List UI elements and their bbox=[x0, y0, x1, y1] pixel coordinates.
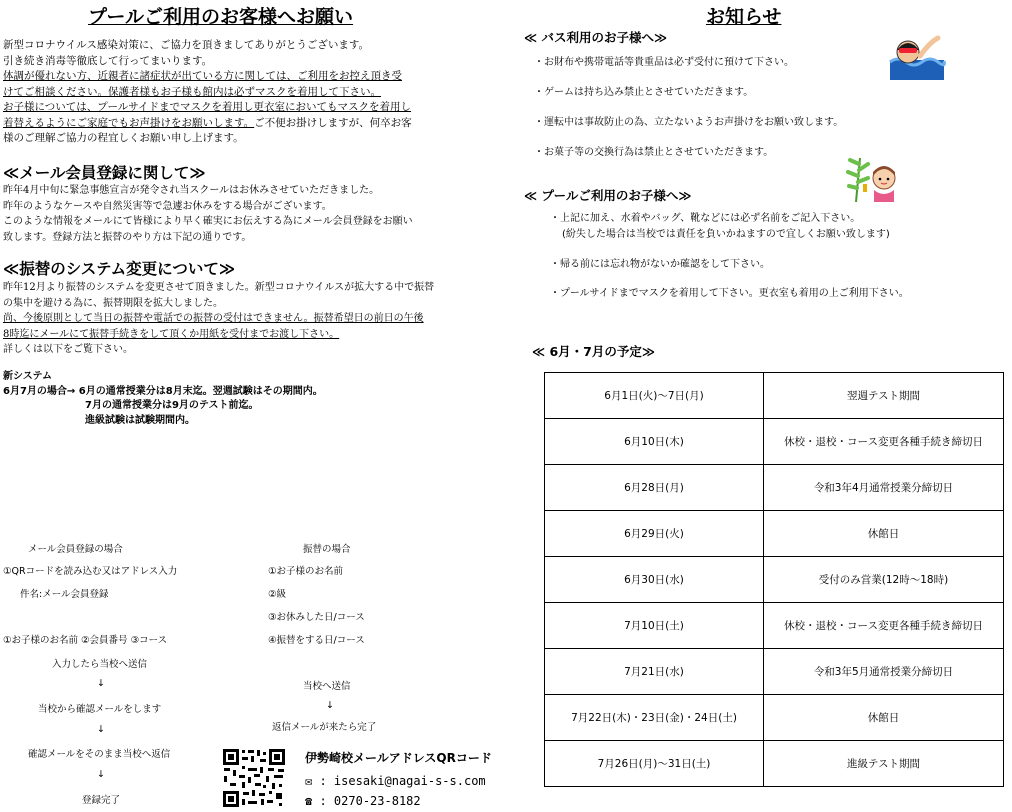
flow-furikae-step: ③お休みした日/コース bbox=[268, 612, 365, 623]
schedule-date: 6月29日(火) bbox=[545, 511, 764, 557]
furikae-line: 尚、今後原則として当日の振替や電話での振替の受付はできません。振替希望日の前日の午後 bbox=[3, 313, 424, 324]
down-arrow-icon: ↓ bbox=[97, 724, 105, 735]
bus-heading: ≪ バス利用のお子様へ≫ bbox=[524, 30, 668, 45]
child-illustration bbox=[846, 154, 900, 204]
phone-icon: ☎ : bbox=[305, 794, 327, 808]
pool-item-note: (紛失した場合は当校では責任を負いかねますので宜しくお願い致します) bbox=[562, 229, 890, 240]
intro-line: 体調が優れない方、近親者に諸症状が出ている方に関しては、ご利用をお控え頂き受 bbox=[3, 70, 402, 82]
intro-line: けてご相談ください。保護者様もお子様も館内は必ずマスクを着用して下さい。 bbox=[3, 85, 381, 98]
flow-mail-step: 登録完了 bbox=[82, 795, 121, 806]
bus-item: ・ゲームは持ち込み禁止とさせていただきます。 bbox=[534, 87, 754, 98]
flow-mail-step: ①QRコードを読み込む又はアドレス入力 bbox=[3, 566, 178, 577]
schedule-date: 6月10日(木) bbox=[545, 419, 764, 465]
pool-heading: ≪ プールご利用のお子様へ≫ bbox=[524, 188, 692, 203]
phone-number[interactable]: 0270-23-8182 bbox=[333, 794, 421, 808]
intro-line bbox=[3, 116, 463, 132]
mail-line: 致します。登録方法と振替のやり方は下記の通りです。 bbox=[3, 231, 252, 243]
schedule-heading: ≪ 6月・7月の予定≫ bbox=[532, 344, 655, 359]
schedule-row bbox=[545, 373, 1004, 419]
phone-row bbox=[305, 794, 421, 808]
email-row bbox=[305, 774, 486, 788]
bus-item: ・お菓子等の交換行為は禁止とさせていただきます。 bbox=[534, 147, 774, 158]
new-system bbox=[3, 370, 323, 428]
schedule-date: 7月22日(木)・23日(金)・24日(土) bbox=[545, 695, 764, 741]
mail-heading: ≪メール会員登録に関して≫ bbox=[3, 164, 206, 182]
flow-mail-step: 入力したら当校へ送信 bbox=[52, 659, 148, 670]
right-title: お知らせ bbox=[706, 6, 782, 28]
schedule-row bbox=[545, 603, 1004, 649]
schedule-event: 令和3年5月通常授業分締切日 bbox=[764, 649, 1004, 695]
schedule-date: 7月10日(土) bbox=[545, 603, 764, 649]
schedule-row bbox=[545, 557, 1004, 603]
furikae-line: の集中を避ける為に、振替期限を拡大しました。 bbox=[3, 297, 223, 309]
down-arrow-icon: ↓ bbox=[97, 769, 105, 780]
bus-item: ・運転中は事故防止の為、立たないようお声掛けをお願い致します。 bbox=[534, 117, 844, 128]
furikae-heading: ≪振替のシステム変更について≫ bbox=[3, 260, 236, 278]
schedule-row bbox=[545, 511, 1004, 557]
left-title: プールご利用のお客様へお願い bbox=[88, 6, 354, 28]
intro-line-rest: ご不便お掛けしますが、何卒お客 bbox=[254, 116, 412, 129]
schedule-row bbox=[545, 649, 1004, 695]
schedule-row bbox=[545, 465, 1004, 511]
intro-line: お子様については、プールサイドまでマスクを着用し更衣室においてもマスクを着用し bbox=[3, 101, 412, 113]
schedule-date: 7月21日(水) bbox=[545, 649, 764, 695]
flow-furikae-step: ④振替をする日/コース bbox=[268, 635, 365, 646]
tanabata-child-icon bbox=[846, 154, 900, 204]
flow-mail-step: 件名:メール会員登録 bbox=[20, 589, 109, 600]
schedule-row bbox=[545, 695, 1004, 741]
flow-mail-step: ①お子様のお名前 ②会員番号 ③コース bbox=[3, 635, 168, 646]
qr-label: 伊勢崎校メールアドレスQRコード bbox=[305, 751, 492, 765]
down-arrow-icon: ↓ bbox=[97, 678, 105, 689]
schedule-date: 6月1日(火)～7日(月) bbox=[545, 373, 764, 419]
furikae-line: 昨年12月より振替のシステムを変更させて頂きました。新型コロナウイルスが拡大する中で振替 bbox=[3, 282, 435, 293]
pool-item: ・上記に加え、水着やバッグ、靴などには必ず名前をご記入下さい。 bbox=[550, 213, 861, 224]
qr-code-icon bbox=[222, 748, 286, 808]
schedule-date: 6月30日(水) bbox=[545, 557, 764, 603]
bus-item: ・お財布や携帯電話等貴重品は必ず受付に預けて下さい。 bbox=[534, 57, 794, 68]
flow-furikae-step: ①お子様のお名前 bbox=[268, 566, 344, 577]
flow-furikae-title: 振替の場合 bbox=[303, 544, 351, 555]
mail-line: このような情報をメールにて皆様により早く確実にお伝えする為にメール会員登録をお願い bbox=[3, 216, 413, 227]
schedule-row bbox=[545, 741, 1004, 787]
system-heading: 新システム bbox=[3, 371, 52, 382]
mail-line: 昨年のようなケースや自然災害等で急遽お休みをする場合がございます。 bbox=[3, 200, 332, 212]
email-address[interactable]: isesaki@nagai-s-s.com bbox=[333, 774, 486, 788]
pool-item: ・プールサイドまでマスクを着用して下さい。更衣室も着用の上ご利用下さい。 bbox=[550, 288, 909, 299]
swimmer-illustration bbox=[886, 34, 948, 82]
mail-paragraph bbox=[3, 183, 463, 245]
furikae-paragraph bbox=[3, 280, 463, 358]
schedule-event: 休校・退校・コース変更各種手続き締切日 bbox=[764, 419, 1004, 465]
system-line: 進級試験は試験期間内。 bbox=[85, 414, 195, 426]
schedule-row bbox=[545, 419, 1004, 465]
down-arrow-icon: ↓ bbox=[326, 700, 334, 711]
schedule-event: 休校・退校・コース変更各種手続き締切日 bbox=[764, 603, 1004, 649]
furikae-line: 詳しくは以下をご覧下さい。 bbox=[3, 344, 133, 355]
flow-mail-step: 当校から確認メールをします bbox=[38, 704, 162, 715]
intro-line: 新型コロナウイルス感染対策に、ご協力を頂きましてありがとうございます。 bbox=[3, 39, 370, 51]
intro-line: 様のご理解ご協力の程宜しくお願い申し上げます。 bbox=[3, 132, 244, 144]
flow-furikae-step: 返信メールが来たら完了 bbox=[272, 722, 377, 733]
schedule-date: 7月26日(月)～31日(土) bbox=[545, 741, 764, 787]
qr-code-image bbox=[222, 748, 286, 808]
flow-mail-step: 確認メールをそのまま当校へ返信 bbox=[28, 749, 171, 760]
schedule-table bbox=[544, 372, 1004, 787]
schedule-event: 休館日 bbox=[764, 695, 1004, 741]
schedule-event: 進級テスト期間 bbox=[764, 741, 1004, 787]
pool-item: ・帰る前には忘れ物がないか確認をして下さい。 bbox=[550, 259, 770, 270]
swimmer-icon bbox=[886, 34, 948, 82]
flow-mail-title: メール会員登録の場合 bbox=[28, 544, 123, 555]
flow-furikae-step: 当校へ送信 bbox=[303, 681, 351, 692]
intro-line: 引き続き消毒等徹底して行ってまいります。 bbox=[3, 54, 213, 67]
schedule-event: 翌週テスト期間 bbox=[764, 373, 1004, 419]
mail-icon: ✉ : bbox=[305, 774, 327, 788]
intro-line-underlined: 着替えるようにご家庭でもお声掛けをお願いします。 bbox=[3, 116, 255, 129]
flow-furikae-step: ②級 bbox=[268, 589, 287, 600]
schedule-event: 令和3年4月通常授業分締切日 bbox=[764, 465, 1004, 511]
schedule-date: 6月28日(月) bbox=[545, 465, 764, 511]
system-line: 7月の通常授業分は9月のテスト前迄。 bbox=[85, 400, 259, 411]
system-line: 6月7月の場合→ 6月の通常授業分は8月末迄。翌週試験はその期間内。 bbox=[3, 385, 323, 397]
intro-paragraph bbox=[3, 38, 463, 147]
schedule-event: 休館日 bbox=[764, 511, 1004, 557]
mail-line: 昨年4月中旬に緊急事態宣言が発令され当スクールはお休みさせていただきました。 bbox=[3, 185, 380, 196]
schedule-event: 受付のみ営業(12時～18時) bbox=[764, 557, 1004, 603]
furikae-line: 8時迄にメールにて振替手続きをして頂くか用紙を受付までお渡し下さい。 bbox=[3, 328, 340, 340]
